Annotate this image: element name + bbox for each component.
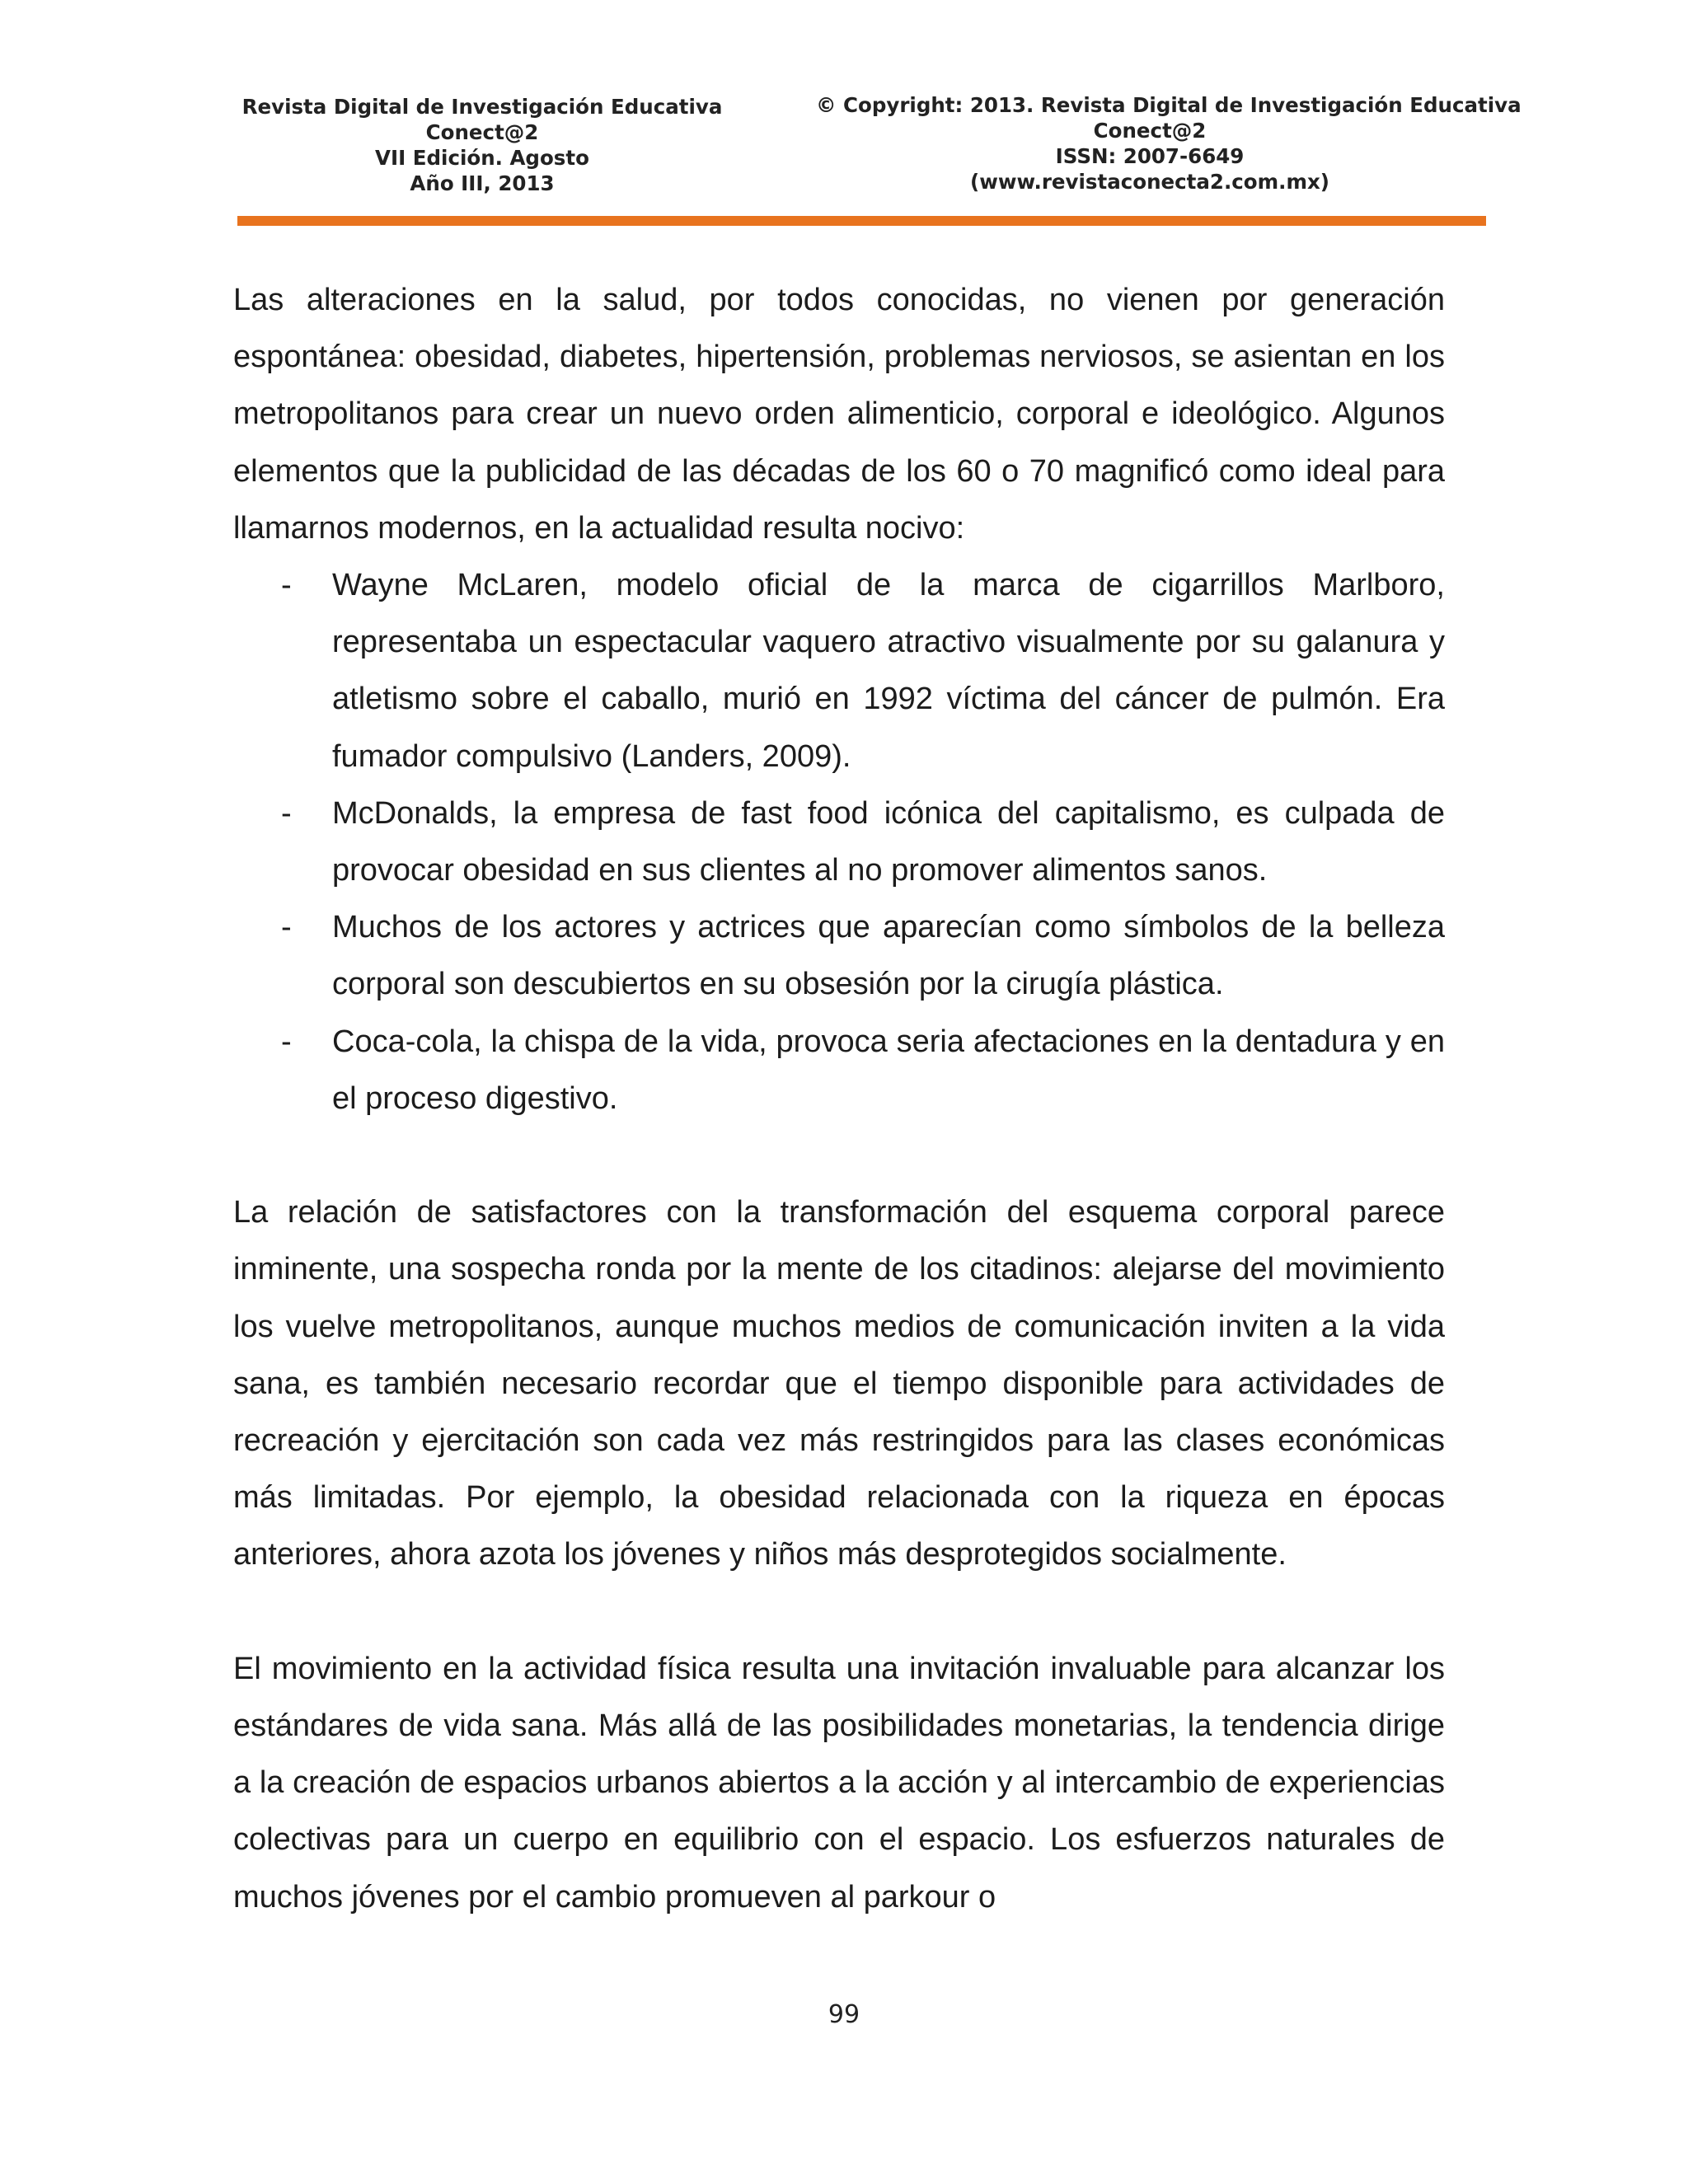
- bullet-marker: -: [281, 1024, 292, 1059]
- copyright-header: [816, 92, 1522, 194]
- list-item: [233, 785, 1445, 899]
- bullet-list: [233, 557, 1445, 1127]
- year: Año III, 2013: [410, 171, 555, 195]
- journal-name: Conect@2: [425, 120, 539, 144]
- page-number: 99: [828, 2000, 860, 2029]
- paragraph-1: Las alteraciones en la salud, por todos conocidas, no vienen por generación espontánea: obesidad, diabetes, hipertensión, problemas nerviosos, se asientan en los metropolitanos para crear un nuevo orden alimenticio, corporal e ideológico. Algunos elementos que la publicidad de las décadas de los 60 o 70 magnificó como ideal para llamarnos modernos, en la actualidad resulta nocivo:: [233, 283, 1445, 546]
- paragraph-spacer: [233, 1584, 1445, 1641]
- list-item-text: McDonalds, la empresa de fast food icónica del capitalismo, es culpada de provocar obesidad en sus clientes al no promover alimentos sanos.: [332, 795, 1445, 888]
- list-item: [233, 557, 1445, 785]
- journal-title: Revista Digital de Investigación Educativa: [241, 95, 723, 119]
- paragraph-spacer: [233, 1127, 1445, 1184]
- edition: VII Edición. Agosto: [375, 146, 589, 170]
- issn: ISSN: 2007-6649: [1055, 144, 1245, 168]
- list-item: [233, 899, 1445, 1013]
- journal-info-header: [239, 94, 725, 196]
- bullet-marker: -: [281, 910, 292, 945]
- list-item-text: Muchos de los actores y actrices que aparecían como símbolos de la belleza corporal son descubiertos en su obsesión por la cirugía plástica.: [332, 910, 1445, 1002]
- bullet-marker: -: [281, 568, 292, 603]
- article-body: [233, 272, 1445, 1926]
- copyright-line: © Copyright: 2013. Revista Digital de Investigación Educativa: [816, 93, 1522, 117]
- paragraph-2: La relación de satisfactores con la transformación del esquema corporal parece inminente, una sospecha ronda por la mente de los citadinos: alejarse del movimiento los vuelve metropolitanos, aunque muchos medios de comunicación inviten a la vida sana, es también necesario recordar que el tiempo disponible para actividades de recreación y ejercitación son cada vez más restringidos para las clases económicas más limitadas. Por ejemplo, la obesidad relacionada con la riqueza en épocas anteriores, ahora azota los jóvenes y niños más desprotegidos socialmente.: [233, 1195, 1445, 1572]
- header-divider: [237, 216, 1486, 226]
- copyright-journal-name: Conect@2: [1093, 119, 1207, 143]
- bullet-marker: -: [281, 795, 292, 831]
- website-url: (www.revistaconecta2.com.mx): [970, 170, 1329, 194]
- list-item: [233, 1014, 1445, 1127]
- list-item-text: Coca-cola, la chispa de la vida, provoca seria afectaciones en la dentadura y en el proceso digestivo.: [332, 1024, 1445, 1116]
- list-item-text: Wayne McLaren, modelo oficial de la marca de cigarrillos Marlboro, representaba un espectacular vaquero atractivo visualmente por su galanura y atletismo sobre el caballo, murió en 1992 víctima del cáncer de pulmón. Era fumador compulsivo (Landers, 2009).: [332, 568, 1445, 774]
- paragraph-3: El movimiento en la actividad física resulta una invitación invaluable para alcanzar los estándares de vida sana. Más allá de las posibilidades monetarias, la tendencia dirige a la creación de espacios urbanos abiertos a la acción y al intercambio de experiencias colectivas para un cuerpo en equilibrio con el espacio. Los esfuerzos naturales de muchos jóvenes por el cambio promueven al parkour o: [233, 1651, 1445, 1915]
